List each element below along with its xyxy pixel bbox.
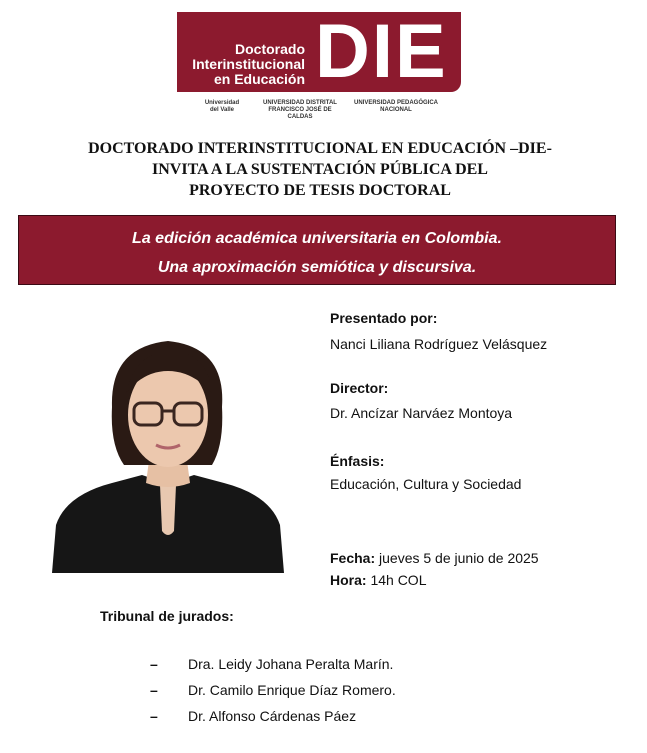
jury-member-name: Dr. Camilo Enrique Díaz Romero.	[188, 682, 396, 698]
logo-line-2: Interinstitucional	[192, 56, 305, 72]
heading-line-3: PROYECTO DE TESIS DOCTORAL	[189, 182, 451, 199]
university-pedagogica: UNIVERSIDAD PEDAGÓGICA NACIONAL	[353, 100, 438, 113]
heading-line-1: DOCTORADO INTERINSTITUCIONAL EN EDUCACIÓN –DIE-	[88, 140, 552, 157]
dash-bullet: –	[150, 656, 158, 672]
title-line-1: La edición académica universitaria en Colombia.	[132, 230, 502, 247]
thesis-title-banner	[18, 215, 616, 285]
dash-bullet: –	[150, 682, 158, 698]
title-line-2: Una aproximación semiótica y discursiva.	[157, 259, 477, 276]
director-name: Dr. Ancízar Narváez Montoya	[330, 405, 513, 421]
presenter-photo	[52, 335, 284, 573]
die-logo	[177, 9, 461, 124]
date-value: jueves 5 de junio de 2025	[375, 550, 539, 566]
heading-line-2: INVITA A LA SUSTENTACIÓN PÚBLICA DEL	[152, 161, 488, 178]
logo-text	[185, 42, 305, 87]
date-label: Fecha:	[330, 550, 376, 566]
emphasis-value: Educación, Cultura y Sociedad	[330, 476, 522, 492]
time-line	[330, 572, 427, 588]
director-label: Director:	[330, 380, 389, 396]
logo-acronym: DIE	[315, 9, 448, 94]
tribunal-label: Tribunal de jurados:	[100, 608, 234, 624]
invitation-heading	[40, 138, 600, 201]
logo-line-1: Doctorado	[235, 41, 305, 57]
presenter-name: Nanci Liliana Rodríguez Velásquez	[330, 336, 548, 352]
jury-member-name: Dra. Leidy Johana Peralta Marín.	[188, 656, 394, 672]
dash-bullet: –	[150, 708, 158, 724]
logo-line-3: en Educación	[213, 71, 305, 87]
jury-member	[150, 708, 356, 724]
presenter-label: Presentado por:	[330, 310, 438, 326]
time-value: 14h COL	[366, 572, 427, 588]
jury-member	[150, 656, 393, 672]
logo-universities	[177, 96, 461, 124]
date-line	[330, 550, 539, 566]
time-label: Hora:	[330, 572, 367, 588]
jury-member-name: Dr. Alfonso Cárdenas Páez	[188, 708, 357, 724]
logo-band	[177, 9, 461, 94]
university-valle: Universidad del Valle	[204, 100, 240, 113]
jury-member	[150, 682, 396, 698]
emphasis-label: Énfasis:	[330, 453, 385, 469]
university-distrital: UNIVERSIDAD DISTRITAL FRANCISCO JOSÉ DE CALDAS	[263, 100, 337, 120]
